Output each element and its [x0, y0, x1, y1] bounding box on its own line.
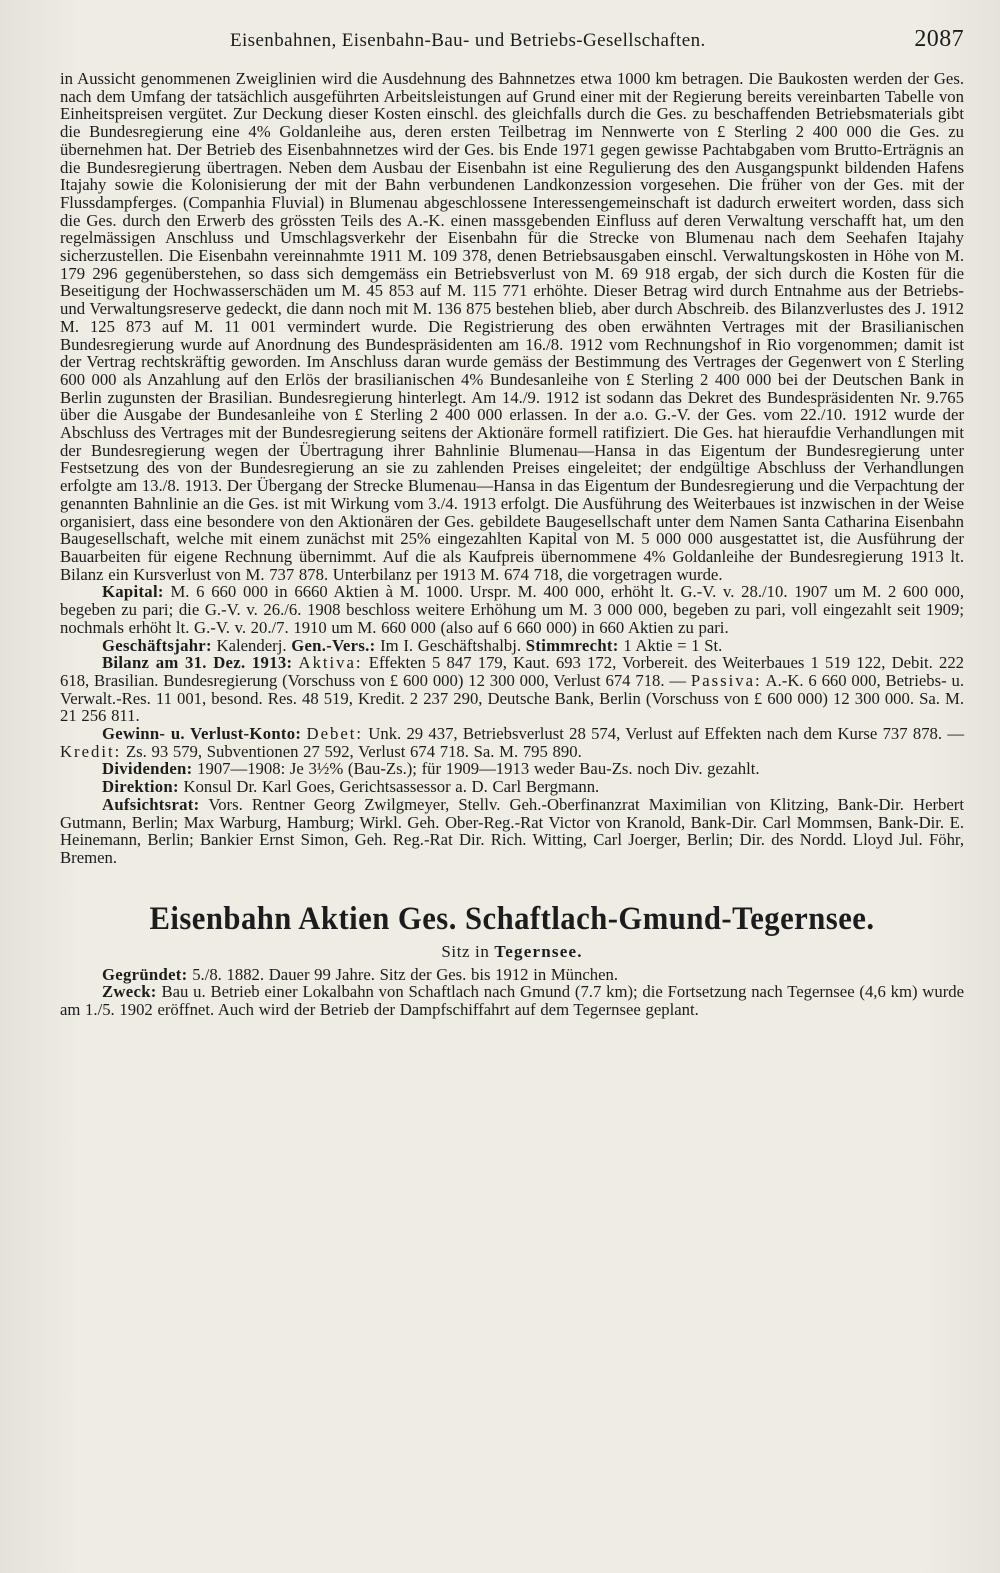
- stimm-text: 1 Aktie = 1 St.: [623, 635, 723, 655]
- dividenden-entry: [60, 760, 964, 778]
- direktion-label: Direktion:: [102, 777, 179, 797]
- gegruendet-label: Gegründet:: [102, 964, 188, 984]
- dividenden-text: 1907—1908: Je 3½% (Bau-Zs.); für 1909—1913 weder Bau-Zs. noch Div. gezahlt.: [197, 759, 760, 779]
- company-title: Eisenbahn Aktien Ges. Schaftlach-Gmund-Tegernsee.: [149, 900, 875, 937]
- seat-city: Tegernsee.: [494, 941, 583, 961]
- passiva-text: A.-K. 6 660 000, Betriebs- u. Verwalt.-Res. 11 001, besond. Res. 48 519, Kredit. 2 237 290, Deutsche Bank, Berlin (Vorschuss von £ 600 000) 12 300 000. Sa. M. 21 256 811.: [60, 670, 964, 726]
- stimm-label: Stimmrecht:: [525, 635, 619, 655]
- kapital-text: M. 6 660 000 in 6660 Aktien à M. 1000. Urspr. M. 400 000, erhöht lt. G.-V. v. 28./10. 1907 um M. 2 600 000, begeben zu pari; die G.-V. v. 26./6. 1908 beschloss weitere Erhöhung um M. 3 000 000, begeben zu pari, voll eingezahlt seit 1909; nochmals erhöht lt. G.-V. v. 20./7. 1910 um M. 660 000 (also auf 6 660 000) in 660 Aktien zu pari.: [60, 582, 964, 637]
- company-body: [60, 966, 964, 1019]
- dividenden-label: Dividenden:: [102, 759, 193, 779]
- bilanz-entry: [60, 654, 964, 725]
- zweck-entry: [60, 983, 964, 1018]
- kapital-label: Kapital:: [102, 582, 164, 602]
- debet-label: Debet:: [306, 724, 364, 744]
- intro-paragraph: in Aussicht genommenen Zweiglinien wird die Ausdehnung des Bahnnetzes etwa 1000 km betragen. Die Baukosten werden der Ges. nach dem Umfang der tatsächlich ausgeführten Arbeitsleistungen auf Grund einer mit der Regierung bereits vereinbarten Tabelle von Einheitspreisen vergütet. Zur Deckung dieser Kosten einschl. des gleichfalls durch die Ges. zu beschaffenden Betriebsmaterials gibt die Bundesregierung eine 4% Goldanleihe aus, deren ersten Teilbetrag im Nennwerte von £ Sterling 2 400 000 die Ges. zu übernehmen hat. Der Betrieb des Eisenbahnnetzes wird der Ges. bis Ende 1971 gegen gewisse Pachtabgaben vom Brutto-Erträgnis an die Bundesregierung übertragen. Neben dem Ausbau der Eisenbahn ist eine Regulierung des den Ausgangspunkt bildenden Hafens Itajahy sowie die Kolonisierung der mit der Bahn verbundenen Landkonzession vorgesehen. Die früher von der Ges. mit der Flussdampferges. (Companhia Fluvial) in Blumenau abgeschlossene Interessengemeinschaft ist dadurch erweitert worden, dass sich die Ges. durch den Erwerb des grössten Teils des A.-K. einen massgebenden Einfluss auf deren Verwaltung verschafft hat, um den regelmässigen Anschluss und Umschlagsverkehr der Eisenbahn für die Strecke von Blumenau nach dem Seehafen Itajahy sicherzustellen. Die Eisenbahn vereinnahmte 1911 M. 109 378, denen Betriebsausgaben einschl. Verwaltungskosten in Höhe von M. 179 296 gegenüberstehen, so dass sich demgemäss ein Betriebsverlust von M. 69 918 ergab, der sich durch die Kosten für die Beseitigung der Hochwasserschäden um M. 45 853 auf M. 115 771 erhöhte. Dieser Betrag wird durch Entnahme aus der Betriebs- und Verwaltungsreserve gedeckt, die dann noch mit M. 136 875 bestehen blieb, aber durch Abschreib. des Bilanzverlustes des J. 1912 M. 125 873 auf M. 11 001 vermindert wurde. Die Registrierung des oben erwähnten Vertrages mit der Brasilianischen Bundesregierung wurde auf Anordnung des Bundespräsidenten am 16./8. 1912 vom Rechnungshof in Rio vorgenommen; damit ist der Vertrag rechtskräftig geworden. Im Anschluss daran wurde gemäss der Bestimmung des Vertrages der Gegenwert von £ Sterling 600 000 als Anzahlung auf den Erlös der brasilianischen 4% Bundesanleihe von £ Sterling 2 400 000 bei der Deutschen Bank in Berlin zugunsten der Brasilian. Bundesregierung hinterlegt. Am 14./9. 1912 ist sodann das Dekret des Bundespräsidenten Nr. 9.765 über die Ausgabe der Bundesanleihe von £ Sterling 2 400 000 erlassen. In der a.o. G.-V. der Ges. vom 22./10. 1912 wurde der Abschluss des Vertrages mit der Bundesregierung seitens der Aktionäre formell ratifiziert. Die Ges. hat hieraufdie Verhandlungen mit der Bundesregierung wegen der Übertragung ihrer Bahnlinie Blumenau—Hansa in das Eigentum der Bundesregierung unter Festsetzung des von der Bundesregierung an sie zu zahlenden Preises eingeleitet; der endgültige Abschluss der Verhandlungen erfolgte am 13./8. 1913. Der Übergang der Strecke Blumenau—Hansa in das Eigentum der Bundesregierung und die Verpachtung der genannten Bahnlinie an die Ges. ist mit Wirkung vom 3./4. 1913 erfolgt. Die Ausführung des Weiterbaues ist inzwischen in der Weise organisiert, dass eine besondere von den Aktionären der Ges. gebildete Baugesellschaft unter dem Namen Santa Catharina Eisenbahn Baugesellschaft, welche mit einem zunächst mit 25% eingezahlten Kapital von M. 5 000 000 ausgestattet ist, die Ausführung der Bauarbeiten für eigene Rechnung übernimmt. Auf die als Kaufpreis übernommene 4% Goldanleihe der Bundesregierung 1913 lt. Bilanz ein Kursverlust von M. 737 878. Unterbilanz per 1913 M. 674 718, die vorgetragen wurde.: [60, 69, 964, 584]
- kredit-label: Kredit:: [60, 741, 122, 761]
- gv-label: Gen.-Vers.:: [291, 635, 376, 655]
- article-body: [60, 70, 964, 867]
- gv-text: Im I. Geschäftshalbj.: [380, 635, 522, 655]
- kapital-entry: [60, 583, 964, 636]
- passiva-label: Passiva:: [690, 670, 762, 690]
- aktiva-text: Effekten 5 847 179, Kaut. 693 172, Vorbereit. des Weiterbaues 1 519 122, Debit. 222 618, Brasilian. Bundesregierung (Vorschuss von £ 600 000) 12 300 000, Verlust 674 718. —: [60, 653, 965, 690]
- company-seat: [60, 942, 964, 962]
- aufsichtsrat-text: Vors. Rentner Georg Zwilgmeyer, Stellv. Geh.-Oberfinanzrat Maximilian von Klitzing, Bank-Dir. Herbert Gutmann, Berlin; Max Warburg, Hamburg; Wirkl. Geh. Ober-Reg.-Rat Victor von Kranold, Bank-Dir. Carl Mommsen, Bank-Dir. E. Heinemann, Berlin; Bankier Ernst Simon, Geh. Reg.-Rat Dir. Rich. Witting, Carl Joerger, Berlin; Dir. des Nordd. Lloyd Jul. Föhr, Bremen.: [60, 794, 964, 867]
- gj-label: Geschäftsjahr:: [102, 635, 212, 655]
- debet-text: Unk. 29 437, Betriebsverlust 28 574, Verlust auf Effekten nach dem Kurse 737 878. —: [368, 724, 965, 744]
- aufsichtsrat-label: Aufsichtsrat:: [102, 794, 200, 814]
- aktiva-label: Aktiva:: [298, 653, 363, 673]
- running-head-title: Eisenbahnen, Eisenbahn-Bau- und Betriebs-Gesellschaften.: [230, 30, 706, 51]
- bilanz-label: Bilanz am 31. Dez. 1913:: [102, 653, 293, 673]
- meta-entry: [60, 637, 964, 655]
- gegruendet-text: 5./8. 1882. Dauer 99 Jahre. Sitz der Ges. bis 1912 in München.: [192, 964, 619, 984]
- guv-label: Gewinn- u. Verlust-Konto:: [102, 724, 302, 744]
- gj-text: Kalenderj.: [216, 635, 287, 655]
- gegruendet-entry: [60, 966, 964, 984]
- zweck-label: Zweck:: [102, 982, 157, 1002]
- aufsichtsrat-entry: [60, 796, 964, 867]
- seat-prefix: Sitz in: [441, 941, 490, 961]
- direktion-entry: [60, 778, 964, 796]
- kredit-text: Zs. 93 579, Subventionen 27 592, Verlust 674 718. Sa. M. 795 890.: [125, 741, 582, 761]
- running-head: [60, 22, 964, 70]
- zweck-text: Bau u. Betrieb einer Lokalbahn von Schaftlach nach Gmund (7.7 km); die Fortsetzung nach Tegernsee (4,6 km) wurde am 1./5. 1902 eröffnet. Auch wird der Betrieb der Dampfschiffahrt auf dem Tegernsee geplant.: [60, 982, 965, 1020]
- guv-entry: [60, 725, 964, 760]
- page-number: 2087: [914, 26, 964, 52]
- direktion-text: Konsul Dr. Karl Goes, Gerichtsassessor a. D. Carl Bergmann.: [183, 777, 600, 797]
